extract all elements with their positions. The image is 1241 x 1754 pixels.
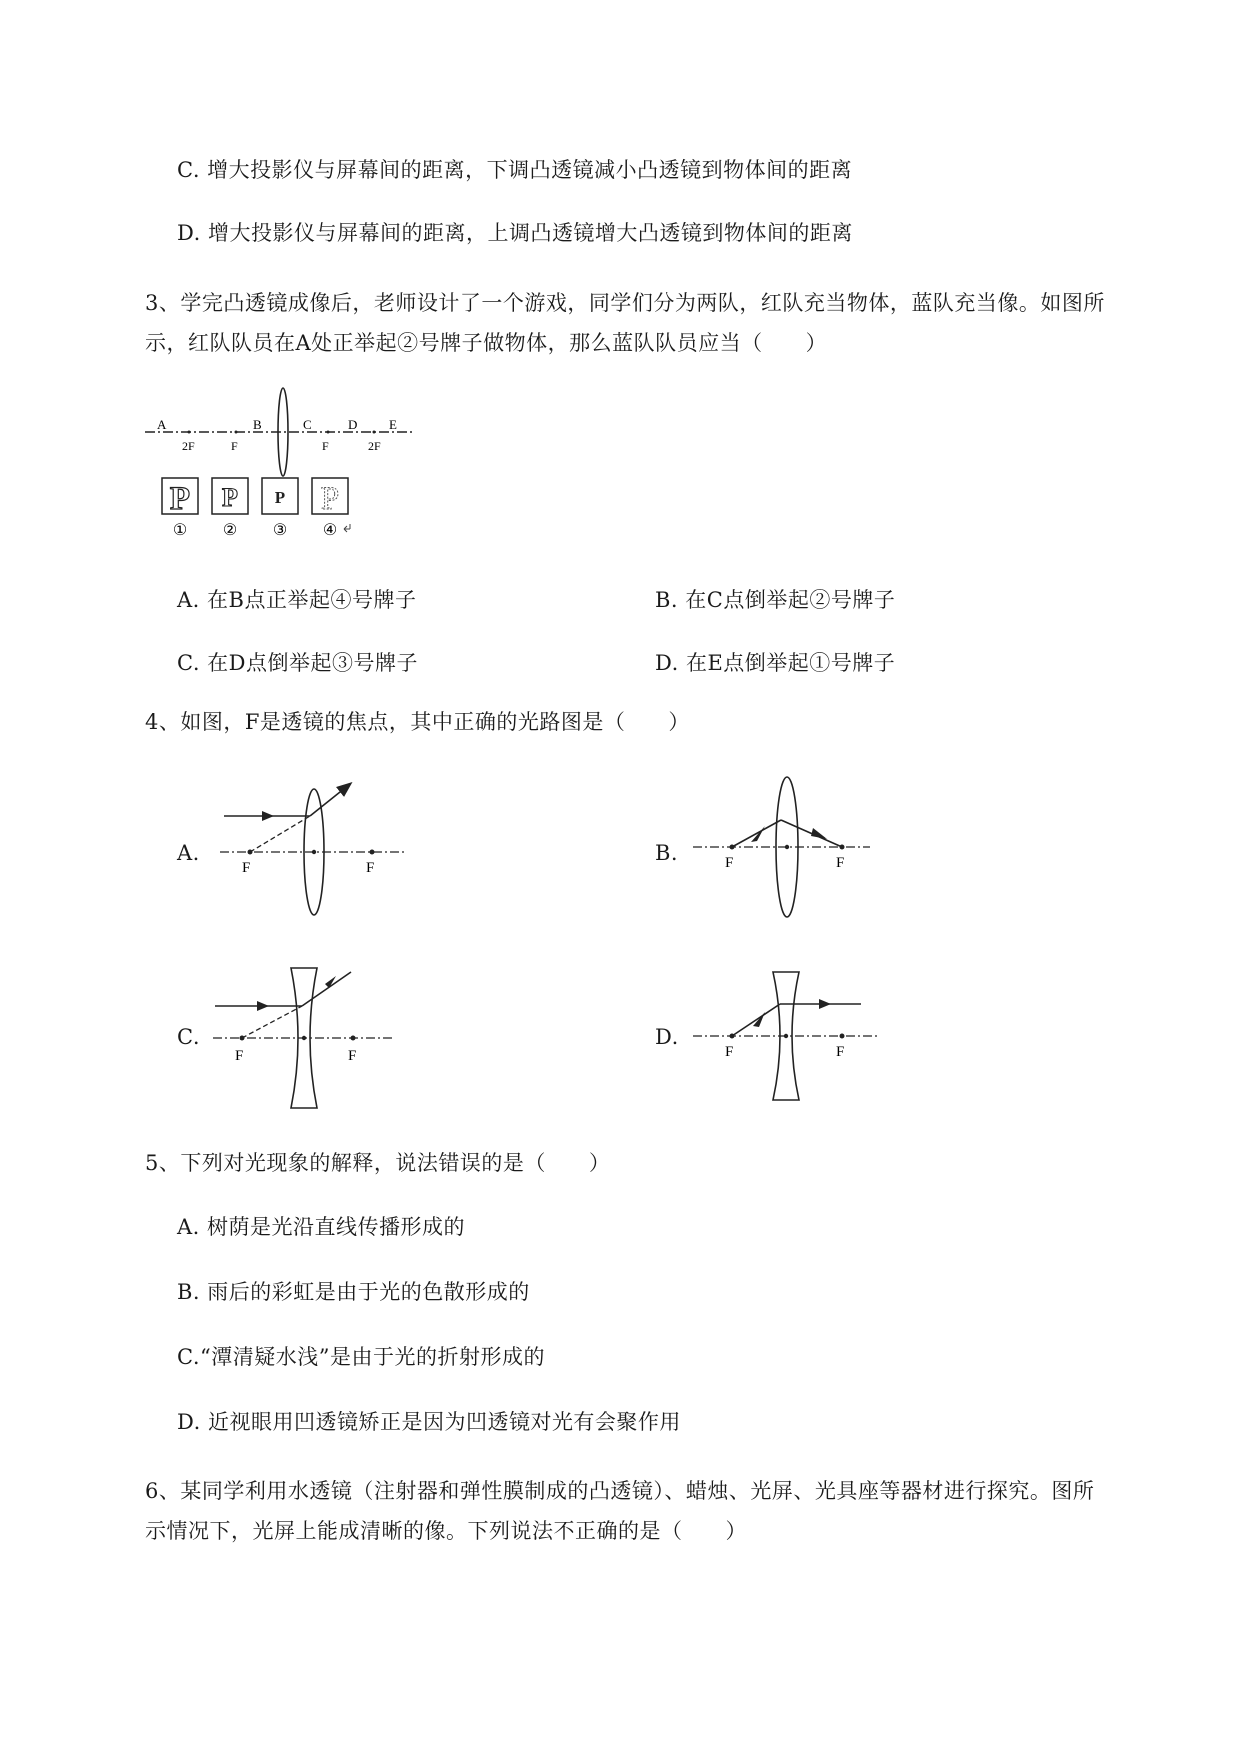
card-letter: P: [320, 481, 340, 517]
axis-mark-label: F: [231, 439, 238, 453]
focus-label: F: [836, 1044, 845, 1060]
axis-point-label: B: [253, 417, 262, 432]
q4-option-d-label: D.: [655, 1025, 679, 1049]
q5-stem: 5、下列对光现象的解释，说法错误的是（ ）: [145, 1151, 611, 1175]
q3-stem-line2: 示，红队队员在A处正举起②号牌子做物体，那么蓝队队员应当（ ）: [145, 331, 828, 355]
axis-point-label: E: [389, 417, 397, 432]
q2-option-c: C. 增大投影仪与屏幕间的距离，下调凸透镜减小凸透镜到物体间的距离: [177, 158, 853, 182]
focus-label: F: [836, 855, 845, 871]
q5-option-c: C.“潭清疑水浅”是由于光的折射形成的: [177, 1345, 545, 1369]
axis-mark-label: F: [322, 439, 329, 453]
q3-stem-line1: 3、学完凸透镜成像后，老师设计了一个游戏，同学们分为两队，红队充当物体，蓝队充当像。如图所: [145, 291, 1105, 315]
q5-option-d: D. 近视眼用凹透镜矫正是因为凹透镜对光有会聚作用: [177, 1410, 681, 1434]
q5-option-b: B. 雨后的彩虹是由于光的色散形成的: [177, 1280, 530, 1304]
q4-diagram-c: [205, 960, 405, 1110]
axis-point-label: C: [303, 417, 312, 432]
focus-label: F: [348, 1048, 357, 1064]
axis-mark-label: 2F: [182, 439, 195, 453]
q6-stem-line2: 示情况下，光屏上能成清晰的像。下列说法不正确的是（ ）: [145, 1519, 747, 1543]
card-number: ④: [322, 522, 338, 539]
q4-diagram-b: [685, 770, 885, 920]
focus-label: F: [725, 855, 734, 871]
q4-option-b-label: B.: [655, 841, 679, 865]
q3-option-b: B. 在C点倒举起②号牌子: [655, 588, 896, 612]
q4-diagram-a: [210, 770, 410, 920]
q4-option-a-label: A.: [177, 841, 200, 865]
card-number: ②: [222, 522, 238, 539]
q4-diagram-d: [685, 960, 885, 1110]
q6-stem-line1: 6、某同学利用水透镜（注射器和弹性膜制成的凸透镜）、蜡烛、光屏、光具座等器材进行探究。图所: [145, 1479, 1095, 1503]
focus-label: F: [235, 1048, 244, 1064]
q5-option-a: A. 树荫是光沿直线传播形成的: [177, 1215, 466, 1239]
card-letter: P: [169, 481, 191, 517]
card-number: ③: [272, 522, 288, 539]
card-letter: P: [274, 488, 286, 507]
card-number: ①: [172, 522, 188, 539]
q4-stem: 4、如图，F是透镜的焦点，其中正确的光路图是（ ）: [145, 710, 690, 734]
q4-option-c-label: C.: [177, 1025, 200, 1049]
focus-label: F: [725, 1044, 734, 1060]
q3-figure: [140, 385, 430, 540]
q2-option-d: D. 增大投影仪与屏幕间的距离，上调凸透镜增大凸透镜到物体间的距离: [177, 221, 853, 245]
axis-point-label: A: [157, 417, 167, 432]
q3-option-d: D. 在E点倒举起①号牌子: [655, 651, 896, 675]
axis-point-label: D: [348, 417, 358, 432]
focus-label: F: [366, 860, 375, 876]
return-mark-icon: [344, 524, 350, 532]
q3-option-a: A. 在B点正举起④号牌子: [177, 588, 417, 612]
focus-label: F: [242, 860, 251, 876]
card-letter: P: [222, 483, 238, 512]
q3-option-c: C. 在D点倒举起③号牌子: [177, 651, 419, 675]
axis-mark-label: 2F: [368, 439, 381, 453]
